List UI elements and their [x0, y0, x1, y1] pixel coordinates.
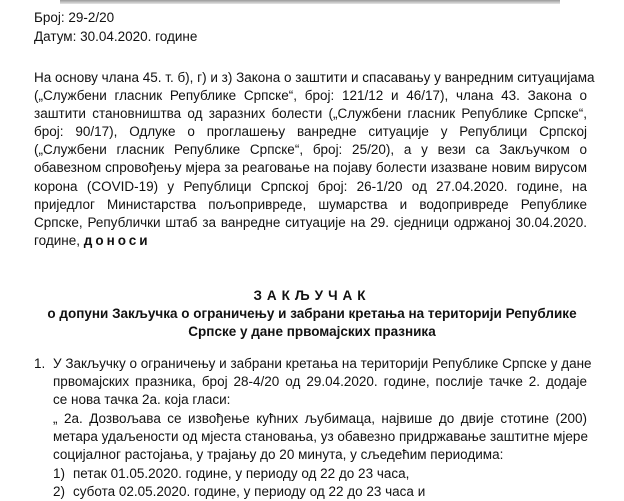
- preamble-last-prefix: године,: [34, 232, 80, 248]
- document-number: Број: 29-2/20: [34, 10, 115, 25]
- decision-subtitle-line-2: Српске у дане првомајских празника: [188, 324, 436, 339]
- period-number: 1): [53, 466, 66, 481]
- preamble-last-line: [34, 232, 587, 250]
- period-text: субота 02.05.2020. године, у периоду од 22 до 23 часа и: [73, 484, 426, 499]
- preamble-line: Српске, Републички штаб за ванредне ситуације на 29. сједници одржаној 30.04.2020.: [34, 214, 587, 230]
- item-number: 1.: [34, 356, 46, 371]
- new-point-2a: [53, 410, 587, 464]
- period-item: [53, 483, 425, 501]
- preamble-paragraph: [34, 69, 595, 250]
- quote-line: метара удаљености од мјеста становања, уз обавезно придржавање заштитне мјере: [53, 429, 588, 445]
- decision-title: ЗАКЉУЧАК: [253, 288, 371, 303]
- preamble-line: („Службени гласник Републике Српске“, број: 121/12 и 46/17), члана 43. Закона о: [34, 88, 587, 104]
- cropped-header-line: [60, 0, 560, 4]
- decision-verb: доноси: [83, 232, 151, 248]
- preamble-line: („Службени гласник Републике Српске“, број: 25/20), а у вези са Закључком о: [34, 142, 587, 158]
- preamble-line: број: 90/17), Одлуке о проглашењу ванредне ситуације у Републици Српској: [34, 124, 587, 140]
- item-body: [53, 355, 592, 409]
- item-line: се нова тачка 2а. која гласи:: [53, 392, 231, 408]
- quote-line: „ 2а. Дозвољава се извођење кућних љубимаца, највише до двије стотине (200): [53, 411, 587, 426]
- preamble-line: обавезном спровођењу мјера за реаговање на појаву болести изазване новим вирусом: [34, 160, 587, 176]
- preamble-line: приједлог Министарства пољопривреде, шумарства и водопривреде Републике: [34, 196, 587, 212]
- preamble-line: На основу члана 45. т. б), г) и з) Закона о заштити и спасавању у ванредним ситуацијама: [34, 70, 595, 85]
- preamble-line: заштити становништва од заразних болести („Службени гласник Републике Српске“,: [34, 106, 587, 122]
- preamble-line: корона (COVID-19) у Републици Српској број: 26-1/20 од 27.04.2020. године, на: [34, 178, 587, 194]
- period-text: петак 01.05.2020. године, у периоду од 22 до 23 часа,: [73, 466, 410, 481]
- period-number: 2): [53, 484, 66, 499]
- document-date: Датум: 30.04.2020. године: [34, 29, 198, 44]
- item-line: првомајских празника, број 28-4/20 од 29.04.2020. године, послије тачке 2. додаје: [53, 374, 587, 390]
- item-line: У Закључку о ограничењу и забрани кретања на територији Републике Српске у дане: [53, 356, 592, 371]
- decision-subtitle-line-1: о допуни Закључка о ограничењу и забрани кретања на територији Републике: [47, 306, 577, 321]
- quote-line: социјалног растојања, у трајању до 20 минута, у сљедећим периодима:: [53, 447, 504, 463]
- period-item: [53, 465, 409, 483]
